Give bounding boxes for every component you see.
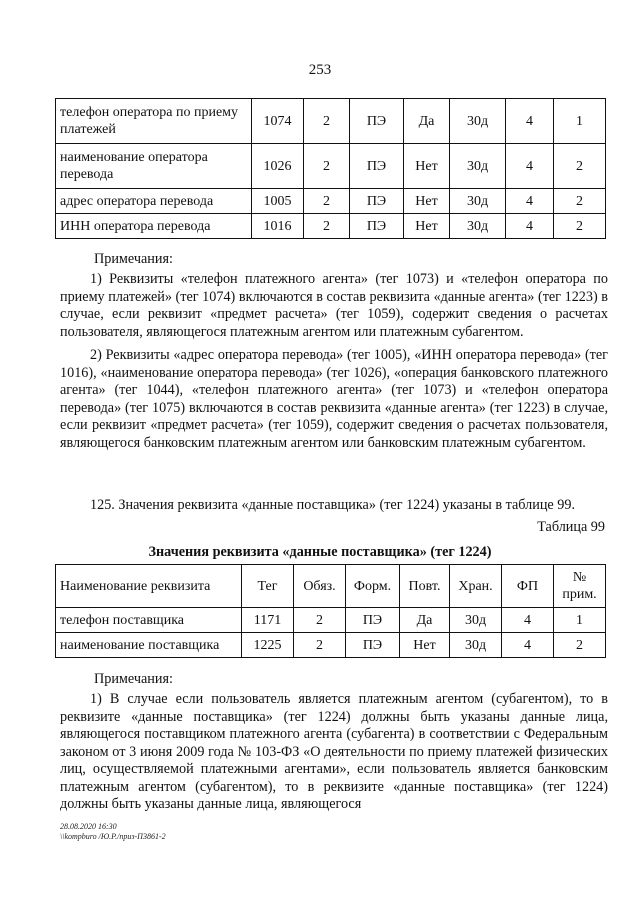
cell: 2 [304, 214, 350, 239]
note-2: 2) Реквизиты «адрес оператора перевода» (тег 1005), «ИНН оператора перевода» (тег 1016), «наименование оператора перевода» (тег 1026), «операция банковского платежного агента» (тег 1044), «телефон платежного агента» (тег 1073) и «телефон оператора перевода» (тег 1075) включаются в состав реквизита «данные агента» (тег 1223) в случае, если реквизит «предмет расчета» (тег 1059), содержит сведения о расчетах пользователя, являющегося банковским платежным агентом или банковским платежным субагентом. [60, 347, 608, 451]
cell: 1074 [252, 99, 304, 144]
column-header: Повт. [400, 565, 450, 608]
cell: 2 [304, 99, 350, 144]
cell: 2 [294, 608, 346, 633]
cell: 1171 [242, 608, 294, 633]
cell: 4 [502, 608, 554, 633]
cell: 30д [450, 633, 502, 658]
cell: 4 [506, 99, 554, 144]
table-row [56, 633, 606, 658]
cell: ПЭ [350, 189, 404, 214]
footer-date: 28.08.2020 16:30 [60, 822, 117, 831]
table-agent-data-continued [55, 98, 606, 239]
column-header: Тег [242, 565, 294, 608]
cell: ПЭ [350, 99, 404, 144]
cell: Нет [400, 633, 450, 658]
column-header: Наименование реквизита [56, 565, 242, 608]
note-99-1: 1) В случае если пользователь является платежным агентом (субагентом), то в реквизите «данные поставщика» (тег 1224) должны быть указаны данные лица, являющегося поставщиком платежного агента (субагента) в соответствии с Федеральным законом от 3 июня 2009 года № 103-ФЗ «О деятельности по приему платежей физических лиц, осуществляемой платежными агентами», если пользователь является банковским платежным агентом (субагентом), то в реквизите «данные поставщика» (тег 1224) должны быть указаны данные лица, являющегося [60, 691, 608, 812]
table-99 [55, 564, 606, 658]
table-title: Значения реквизита «данные поставщика» (тег 1224) [148, 544, 492, 560]
notes-title-2: Примечания: [94, 671, 173, 687]
cell: 30д [450, 99, 506, 144]
cell: наименование поставщика [56, 633, 242, 658]
cell: 1 [554, 608, 606, 633]
cell: 2 [304, 189, 350, 214]
table-row [56, 608, 606, 633]
footer-stamp [60, 822, 166, 842]
cell: Нет [404, 214, 450, 239]
table-header-row [56, 565, 606, 608]
cell: 1 [554, 99, 606, 144]
cell: 30д [450, 608, 502, 633]
table-row [56, 189, 606, 214]
column-header: Обяз. [294, 565, 346, 608]
notes-title: Примечания: [94, 251, 173, 267]
cell: ИНН оператора перевода [56, 214, 252, 239]
cell: телефон поставщика [56, 608, 242, 633]
cell: ПЭ [350, 214, 404, 239]
cell: 1005 [252, 189, 304, 214]
cell: 4 [506, 214, 554, 239]
cell: 2 [294, 633, 346, 658]
cell: Да [400, 608, 450, 633]
page-number: 253 [308, 62, 332, 78]
cell: Нет [404, 189, 450, 214]
cell: 2 [554, 633, 606, 658]
cell: 4 [506, 189, 554, 214]
cell: 30д [450, 189, 506, 214]
table-row [56, 144, 606, 189]
cell: 4 [506, 144, 554, 189]
cell: ПЭ [350, 144, 404, 189]
column-header: Форм. [346, 565, 400, 608]
paragraph-125: 125. Значения реквизита «данные поставщика» (тег 1224) указаны в таблице 99. [90, 497, 575, 513]
cell: Нет [404, 144, 450, 189]
table-row [56, 99, 606, 144]
cell: Да [404, 99, 450, 144]
cell: ПЭ [346, 633, 400, 658]
cell: 1016 [252, 214, 304, 239]
cell: 1225 [242, 633, 294, 658]
cell: 1026 [252, 144, 304, 189]
cell: 4 [502, 633, 554, 658]
cell: 2 [554, 189, 606, 214]
column-header: Хран. [450, 565, 502, 608]
cell: 30д [450, 144, 506, 189]
cell: наименование оператора перевода [56, 144, 252, 189]
table-row [56, 214, 606, 239]
cell: 2 [304, 144, 350, 189]
table-label: Таблица 99 [537, 519, 605, 535]
cell: 2 [554, 214, 606, 239]
note-1: 1) Реквизиты «телефон платежного агента» (тег 1073) и «телефон оператора по приему платежей» (тег 1074) включаются в состав реквизита «данные агента» (тег 1223) в случае, если реквизит «предмет расчета» (тег 1059), содержит сведения о расчетах пользователя, являющегося платежным агентом или платежным субагентом. [60, 271, 608, 340]
footer-path: \\kompburo /Ю.Р./приз-П3861-2 [60, 832, 166, 841]
cell: 30д [450, 214, 506, 239]
cell: 2 [554, 144, 606, 189]
cell: ПЭ [346, 608, 400, 633]
cell: адрес оператора перевода [56, 189, 252, 214]
column-header: № прим. [554, 565, 606, 608]
cell: телефон оператора по приему платежей [56, 99, 252, 144]
column-header: ФП [502, 565, 554, 608]
